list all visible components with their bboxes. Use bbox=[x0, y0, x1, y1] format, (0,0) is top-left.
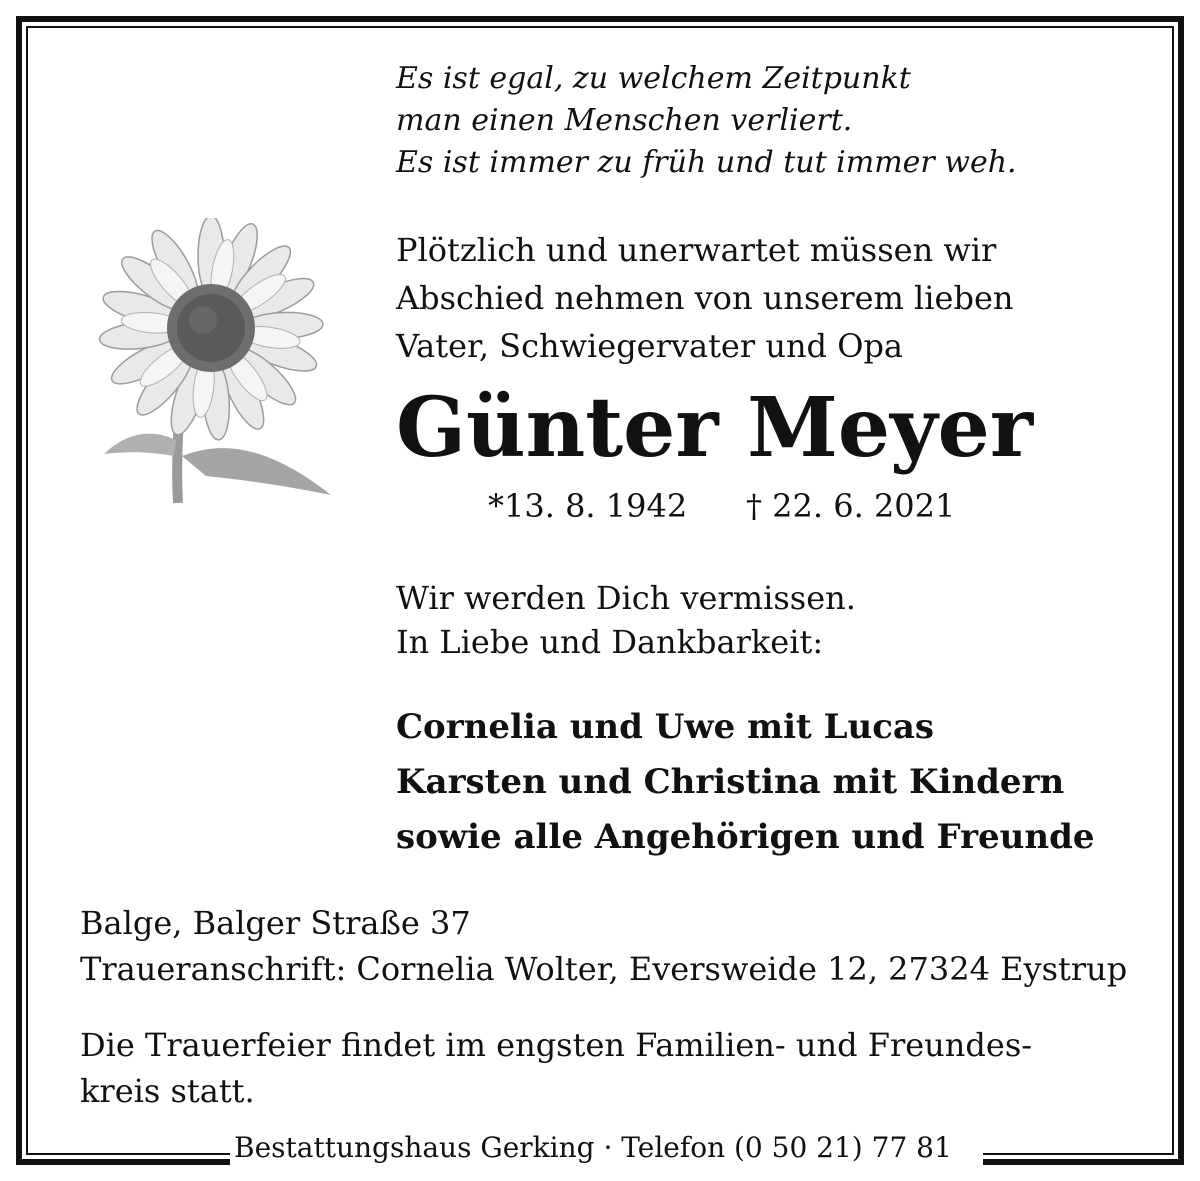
sunflower-image bbox=[86, 218, 336, 508]
opening-quote bbox=[396, 58, 1017, 184]
birth-date: *13. 8. 1942 bbox=[488, 487, 688, 525]
deceased-name: Günter Meyer bbox=[396, 380, 1034, 476]
quote-line-3: Es ist immer zu früh und tut immer weh. bbox=[396, 145, 1017, 180]
quote-line-2: man einen Menschen verliert. bbox=[396, 103, 853, 138]
address-line-2: Traueranschrift: Cornelia Wolter, Eversweide 12, 27324 Eystrup bbox=[80, 950, 1128, 988]
mourners-list bbox=[396, 700, 1094, 865]
mourner-line-1: Cornelia und Uwe mit Lucas bbox=[396, 707, 935, 747]
quote-line-1: Es ist egal, zu welchem Zeitpunkt bbox=[396, 61, 911, 96]
address-block bbox=[80, 900, 1127, 992]
funeral-home-footer: Bestattungshaus Gerking · Telefon (0 50 21) 77 81 bbox=[230, 1126, 983, 1170]
death-date: † 22. 6. 2021 bbox=[746, 487, 956, 525]
mourner-line-3: sowie alle Angehörigen und Freunde bbox=[396, 817, 1095, 857]
sunflower-petals bbox=[98, 218, 323, 441]
intro-line-2: Abschied nehmen von unserem lieben bbox=[396, 279, 1014, 317]
address-line-1: Balge, Balger Straße 37 bbox=[80, 904, 471, 942]
closing-text bbox=[396, 576, 856, 664]
closing-line-1: Wir werden Dich vermissen. bbox=[396, 579, 856, 617]
intro-line-3: Vater, Schwiegervater und Opa bbox=[396, 327, 903, 365]
ceremony-line-1: Die Trauerfeier findet im engsten Familien- und Freundes- bbox=[80, 1026, 1033, 1064]
announcement-text bbox=[396, 226, 1013, 370]
closing-line-2: In Liebe und Dankbarkeit: bbox=[396, 623, 824, 661]
ceremony-notice bbox=[80, 1022, 1032, 1114]
ceremony-line-2: kreis statt. bbox=[80, 1072, 255, 1110]
intro-line-1: Plötzlich und unerwartet müssen wir bbox=[396, 231, 997, 269]
mourner-line-2: Karsten und Christina mit Kindern bbox=[396, 762, 1065, 802]
